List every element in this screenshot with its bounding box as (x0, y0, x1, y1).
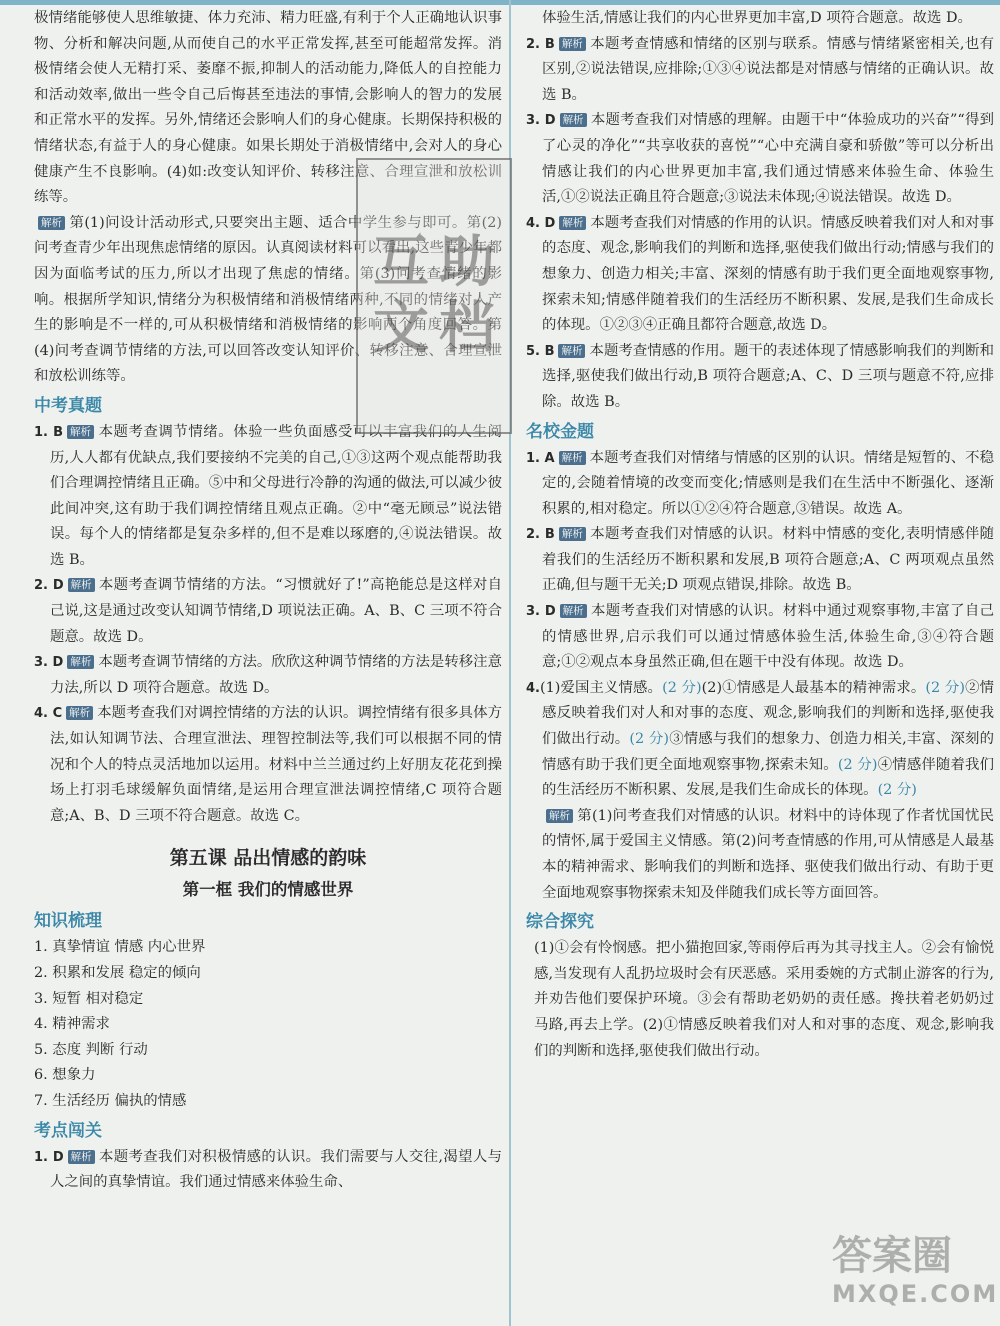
top-color-bar (0, 0, 1000, 5)
lesson-title: 第五课 品出情感的韵味 (169, 847, 367, 870)
section-heading-zhongkao: 中考真题 (34, 395, 102, 416)
continuation-paragraph: 体验生活,情感让我们的内心世界更加丰富,D 项符合题意。故选 D。 (542, 10, 972, 26)
stamp-watermark: 互 助 文 档 (356, 158, 512, 434)
section-heading-kaodian: 考点闯关 (34, 1120, 102, 1141)
answer-item: 1. A 解析 本题考查我们对情绪与情感的区别的认识。情绪是短暂的、不稳定的,会随着情境的改变而变化;情感则是我们在生活中不断强化、逐渐积累的,相对稳定。所以①②④符合题意,③错误。故选 A。 (526, 449, 994, 517)
knowledge-item: 2. 积累和发展 稳定的倾向 (34, 965, 201, 981)
answer-item: 2. D 解析 本题考查调节情绪的方法。“习惯就好了!”高艳能总是这样对自己说,这是通过改变认知调节情绪,D 项说法正确。A、B、C 三项不符合题意。故选 D。 (34, 577, 502, 645)
section-heading-mingxiao: 名校金题 (526, 421, 594, 442)
answer-item: 3. D 解析 本题考查调节情绪的方法。欣欣这种调节情绪的方法是转移注意力法,所以 D 项符合题意。故选 D。 (34, 654, 502, 696)
inquiry-paragraph: (1)①会有怜悯感。把小猫抱回家,等雨停后再为其寻找主人。②会有愉悦感,当发现有人乱扔垃圾时会有厌恶感。采用委婉的方式制止游客的行为,并劝告他们要保护环境。③会有帮助老奶奶的责任感。搀扶着老奶奶过马路,再去上学。(2)①情感反映着我们对人和对事的态度、观念,影响我们的判断和选择,驱使我们做出行动。 (534, 940, 994, 1059)
answer-item: 3. D 解析 本题考查我们对情感的理解。由题干中“体验成功的兴奋”“得到了心灵的净化”“共享收获的喜悦”“心中充满自豪和骄傲”等可以分析出情感让我们的内心世界更加丰富,我们通过情感来体验生命、体验生活,①②说法正确且符合题意;③说法未体现;④说法错误。故选 D。 (526, 112, 994, 206)
knowledge-item: 1. 真挚情谊 情感 内心世界 (34, 939, 206, 956)
frame-title: 第一框 我们的情感世界 (182, 880, 354, 900)
answer-item-4: 4.(1)爱国主义情感。(2 分)(2)①情感是人最基本的精神需求。(2 分)②情感反映着我们对人和对事的态度、观念,影响我们的判断和选择,驱使我们做出行动。(2 分)③情感与我们的想象力、创造力相关,丰富、深刻的情感有助于我们更全面地观察事物,探索未知。(2 分)④情感伴随着我们的生活经历不断积累、发展,是我们生命成长的体现。(2 分) (526, 679, 994, 799)
answer-item: 4. D 解析 本题考查我们对情感的作用的认识。情感反映着我们对人和对事的态度、观念,影响我们的判断和选择,驱使我们做出行动;情感与我们的想象力、创造力相关;丰富、深刻的情感有助于我们更全面地观察事物,探索未知;情感伴随着我们的生活经历不断积累、发展,是我们生命成长的体现。①②③④正确且都符合题意,故选 D。 (526, 214, 994, 334)
answer-item: 1. B 解析 本题考查调节情绪。体验一些负面感受可以丰富我们的人生阅历,人人都有优缺点,我们要接纳不完美的自己,①③这两个观点能帮助我们合理调控情绪且正确。⑤中和父母进行冷静的沟通的做法,可以减少彼此间冲突,这有助于我们调控情绪且观点正确。②中“毫无顾忌”说法错误。每个人的情绪都是复杂多样的,但不是难以琢磨的,④说法错误。故选 B。 (34, 423, 502, 568)
analysis-paragraph: 解析 第(1)问设计活动形式,只要突出主题、适合中学生参与即可。第(2)问考查青少年出现焦虑情绪的原因。认真阅读材料可以看出,这些青少年都因为面临考试的压力,所以才出现了焦虑的情绪。第(3)问考查情绪的影响。根据所学知识,情绪分为积极情绪和消极情绪两种,不同的情绪对人产生的影响是不一样的,可从积极情绪和消极情绪的影响两个角度回答。第(4)问考查调节情绪的方法,可以回答改变认知评价、转移注意、合理宣泄和放松训练等。 (34, 214, 502, 385)
knowledge-item: 4. 精神需求 (34, 1016, 110, 1033)
corner-logo-watermark: 答案圈 MXQE.COM (832, 1233, 999, 1308)
analysis-paragraph: 解析 第(1)问考查我们对情感的认识。材料中的诗体现了作者忧国忧民的情怀,属于爱国主义情感。第(2)问考查情感的作用,可从情感是人最基本的精神需求、影响我们的判断和选择、驱使我们做出行动、有助于更全面地观察事物探索未知及伴随我们成长等方面回答。 (542, 807, 994, 901)
knowledge-item: 7. 生活经历 偏执的情感 (34, 1092, 187, 1109)
answer-item: 2. B 解析 本题考查情感和情绪的区别与联系。情感与情绪紧密相关,也有区别,②说法错误,应排除;①③④说法都是对情感与情绪的正确认识。故选 B。 (526, 35, 995, 103)
answer-item: 2. B 解析 本题考查我们对情感的认识。材料中情感的变化,表明情感伴随着我们的生活经历不断积累和发展,B 项符合题意;A、C 两项观点虽然正确,但与题干无关;D 项观点错误,排除。故选 B。 (526, 526, 995, 594)
intro-paragraph: 极情绪能够使人思维敏捷、体力充沛、精力旺盛,有利于个人正确地认识事物、分析和解决问题,从而使自己的水平正常发挥,甚至可能超常发挥。消极情绪会使人无精打采、萎靡不振,抑制人的活动能力,降低人的自控能力和活动效率,做出一些令自己后悔甚至违法的事情,会影响人的智力的发展和正常水平的发挥。另外,情绪还会影响人们的身心健康。长期保持积极的情绪状态,有益于人的身心健康。如果长期处于消极情绪中,会对人的身心健康产生不良影响。(4)如:改变认知评价、转移注意、合理宣泄和放松训练等。 (34, 10, 502, 206)
knowledge-item: 3. 短暂 相对稳定 (34, 990, 144, 1007)
section-heading-zonghe: 综合探究 (526, 912, 594, 933)
analysis-tag: 解析 (38, 216, 65, 230)
answer-item: 3. D 解析 本题考查我们对情感的认识。材料中通过观察事物,丰富了自己的情感世界,启示我们可以通过情感体验生活,体验生命,③④符合题意;①②观点本身虽然正确,但在题干中没有体现。故选 D。 (526, 603, 994, 671)
section-heading-zhishi: 知识梳理 (34, 911, 102, 932)
answer-item: 1. D 解析 本题考查我们对积极情感的认识。我们需要与人交往,渴望人与人之间的真挚情谊。我们通过情感来体验生命、 (34, 1148, 502, 1191)
answer-item: 4. C 解析 本题考查我们对调控情绪的方法的认识。调控情绪有很多具体方法,如认知调节法、合理宣泄法、理智控制法等,我们可以根据不同的情况和个人的特点灵活地加以运用。材料中兰兰通过约上好朋友花花到操场上打羽毛球缓解负面情绪,是运用合理宣泄法调控情绪,C 项符合题意;A、B、D 三项不符合题意。故选 C。 (34, 705, 502, 824)
knowledge-item: 6. 想象力 (34, 1067, 96, 1084)
knowledge-item: 5. 态度 判断 行动 (34, 1041, 148, 1058)
answer-item: 5. B 解析 本题考查情感的作用。题干的表述体现了情感影响我们的判断和选择,驱使我们做出行动,B 项符合题意;A、C、D 三项与题意不符,应排除。故选 B。 (526, 342, 994, 410)
right-column (526, 6, 994, 1064)
